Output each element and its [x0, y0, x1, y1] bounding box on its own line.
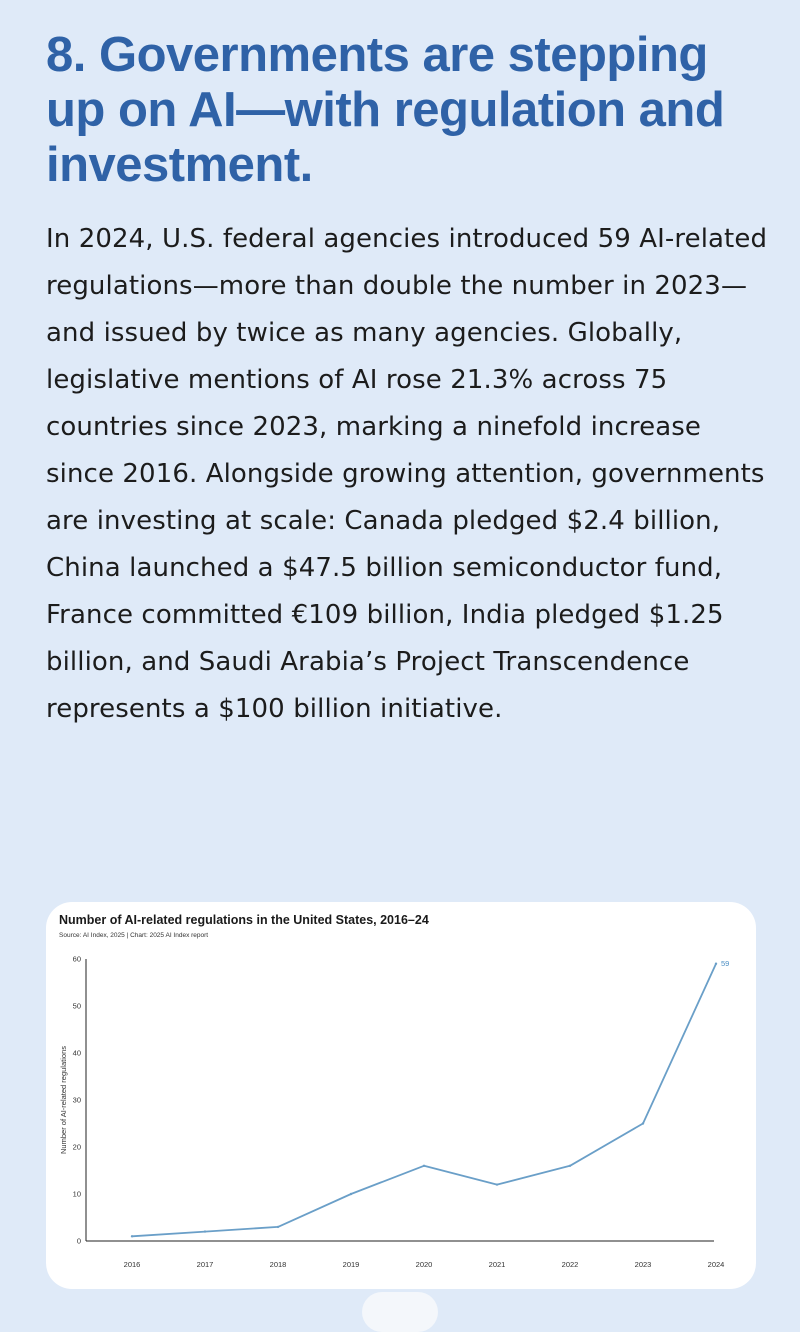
- x-tick-label: 2022: [561, 1260, 579, 1269]
- y-tick-label: 50: [72, 1001, 81, 1011]
- data-point: [569, 1165, 571, 1167]
- y-axis-label: Number of AI-related regulations: [59, 1046, 68, 1154]
- data-point: [350, 1193, 352, 1195]
- y-tick-label: 10: [72, 1189, 81, 1199]
- x-tick-label: 2023: [634, 1260, 652, 1269]
- y-tick-label: 30: [72, 1095, 81, 1105]
- y-tick-label: 20: [72, 1142, 81, 1152]
- article-body: In 2024, U.S. federal agencies introduced 59 AI-related regulations—more than double the number in 2023—and issued by twice as many agencies. Globally, legislative mentions of AI rose 21.3% across 75 countries since 2023, marking a ninefold increase since 2016. Alongside growing attention, governments are investing at scale: Canada pledged $2.4 billion, China launched a $47.5 billion semiconductor fund, France committed €109 billion, India pledged $1.25 billion, and Saudi Arabia’s Project Transcendence represents a $100 billion initiative.: [46, 224, 768, 724]
- line-chart: [46, 902, 756, 1289]
- y-tick-label: 40: [72, 1048, 81, 1058]
- data-point: [277, 1226, 279, 1228]
- y-tick-label: 60: [72, 954, 81, 964]
- data-point: [131, 1235, 133, 1237]
- chart-source: Source: AI Index, 2025 | Chart: 2025 AI Index report: [59, 932, 209, 939]
- x-tick-label: 2019: [342, 1260, 360, 1269]
- data-point: [496, 1183, 498, 1185]
- x-tick-label: 2016: [123, 1260, 141, 1269]
- home-indicator[interactable]: [362, 1292, 438, 1332]
- end-value-label: 59: [721, 959, 730, 969]
- x-tick-label: 2017: [196, 1260, 214, 1269]
- x-tick-label: 2024: [707, 1260, 725, 1269]
- data-point: [204, 1230, 206, 1232]
- chart-card: [46, 902, 756, 1289]
- x-tick-label: 2018: [269, 1260, 287, 1269]
- data-point: [423, 1165, 425, 1167]
- x-tick-label: 2020: [415, 1260, 433, 1269]
- article-heading: 8. Governments are stepping up on AI—with regulation and investment.: [46, 28, 725, 192]
- series-line: [132, 964, 716, 1237]
- data-point: [715, 963, 717, 965]
- y-tick-label: 0: [76, 1236, 81, 1246]
- data-point: [642, 1122, 644, 1124]
- chart-title: Number of AI-related regulations in the United States, 2016–24: [59, 913, 429, 927]
- x-tick-label: 2021: [488, 1260, 506, 1269]
